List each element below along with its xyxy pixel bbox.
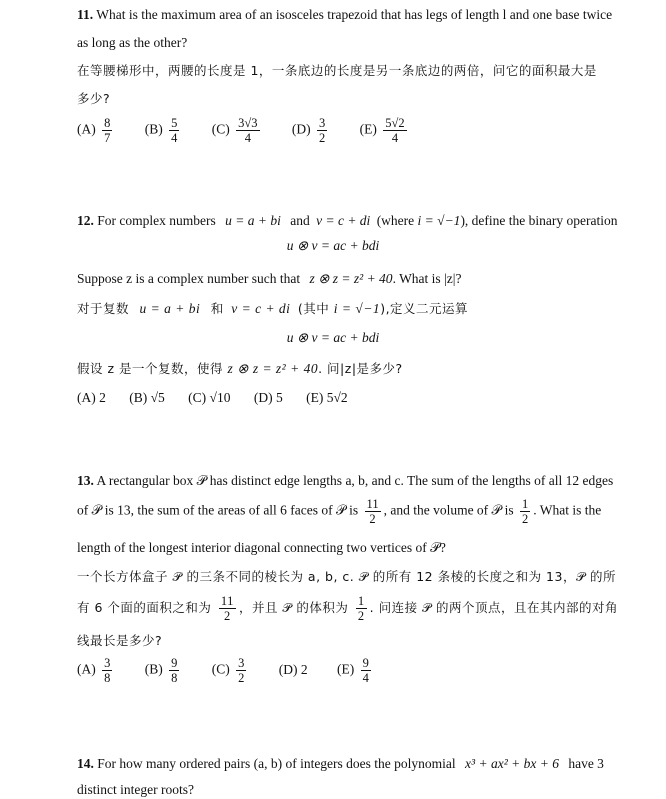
q12-op-def-cn: u ⊗ v = ac + bdi [286,330,380,345]
q11-cn-line1: 在等腰梯形中，两腰的长度是 1，一条底边的长度是另一条底边的两倍，问它的面积最大是 [77,63,597,78]
q12-option-a: (A) 2 [77,390,106,405]
q13-frac-11-2: $\frac{11}{2}$ [366,497,379,526]
q13-en-line1: 13. A rectangular box 𝒫 has distinct edge lengths a, b, and c. The sum of the lengths of all 12 edges [77,473,614,488]
q13-option-d: (D) 2 [278,661,308,677]
q11-en-line1: What is the maximum area of an isosceles trapezoid that has legs of length l and one base twice [96,7,613,22]
q12-option-e: (E) 5√2 [306,390,348,405]
q14-text-line1: 14. For how many ordered pairs (a, b) of integers does the polynomial x³ + ax² + bx + 6 have 3 [77,756,604,771]
q11-option-d: (D) $\frac{3}{2}$ [291,116,326,145]
q12-number: 12. [77,213,94,228]
q13-option-b: (B) $\frac{9}{8}$ [144,656,178,685]
q13-options [77,656,400,685]
q13-option-a: (A) $\frac{3}{8}$ [77,656,111,685]
q13-option-c: (C) $\frac{3}{2}$ [211,656,245,685]
q12-op-def-en: u ⊗ v = ac + bdi [286,238,380,253]
q13-frac-1-2: $\frac{1}{2}$ [522,497,529,526]
q11-text-line1 [77,6,612,24]
q12-option-c: (C) √10 [188,390,231,405]
q11-number: 11. [77,7,94,22]
q13-option-e: (E) $\frac{9}{4}$ [337,656,369,685]
q13-en-line3: length of the longest interior diagonal connecting two vertices of 𝒫? [77,540,446,555]
q12-cn-suppose-line: 假设 z 是一个复数，使得 z ⊗ z = z² + 40. 问|z|是多少? [77,361,403,376]
q13-cn-line3: 线最长是多少? [77,633,163,648]
q12-cn-line1: 对于复数 u = a + bi 和 v = c + di (其中 i = √−1),定义二元运算 [77,301,469,316]
q13-en-line2: of 𝒫 is 13, the sum of the areas of all 6 faces of 𝒫 is $\frac{11}{2}$ , and the volume of 𝒫 is $\frac{1}{2}$ . What is the [77,497,602,526]
q14-number: 14. [77,756,94,771]
q14-en-line2: distinct integer roots? [77,782,194,797]
q12-suppose-line: Suppose z is a complex number such that z ⊗ z = z² + 40. What is |z|? [77,271,462,286]
q11-en-line2: as long as the other? [77,35,188,50]
q12-option-d: (D) 5 [253,390,283,405]
q12-options [77,389,368,407]
q13-number: 13. [77,473,94,488]
q11-option-a: (A) $\frac{8}{7}$ [77,116,111,145]
q11-option-c: (C) $\frac{3√3}{4}$ [211,116,258,145]
q13-cn-line1: 一个长方体盒子 𝒫 的三条不同的棱长为 a, b, c. 𝒫 的所有 12 条棱的长度之和为 13，𝒫 的所 [77,569,616,584]
q13-cn-line2: 有 6 个面的面积之和为 $\frac{11}{2}$ ，并且 𝒫 的体积为 $\frac{1}{2}$ . 问连接 𝒫 的两个顶点，且在其内部的对角 [77,594,619,623]
q11-option-b: (B) $\frac{5}{4}$ [144,116,178,145]
q11-option-e: (E) $\frac{5√2}{4}$ [359,116,405,145]
q11-cn-line2: 多少? [77,91,111,106]
q11-options [77,116,436,145]
q12-text-line1: 12. For complex numbers u = a + bi and v = c + di (where i = √−1), define the binary operation [77,213,618,228]
q12-option-b: (B) √5 [129,390,165,405]
